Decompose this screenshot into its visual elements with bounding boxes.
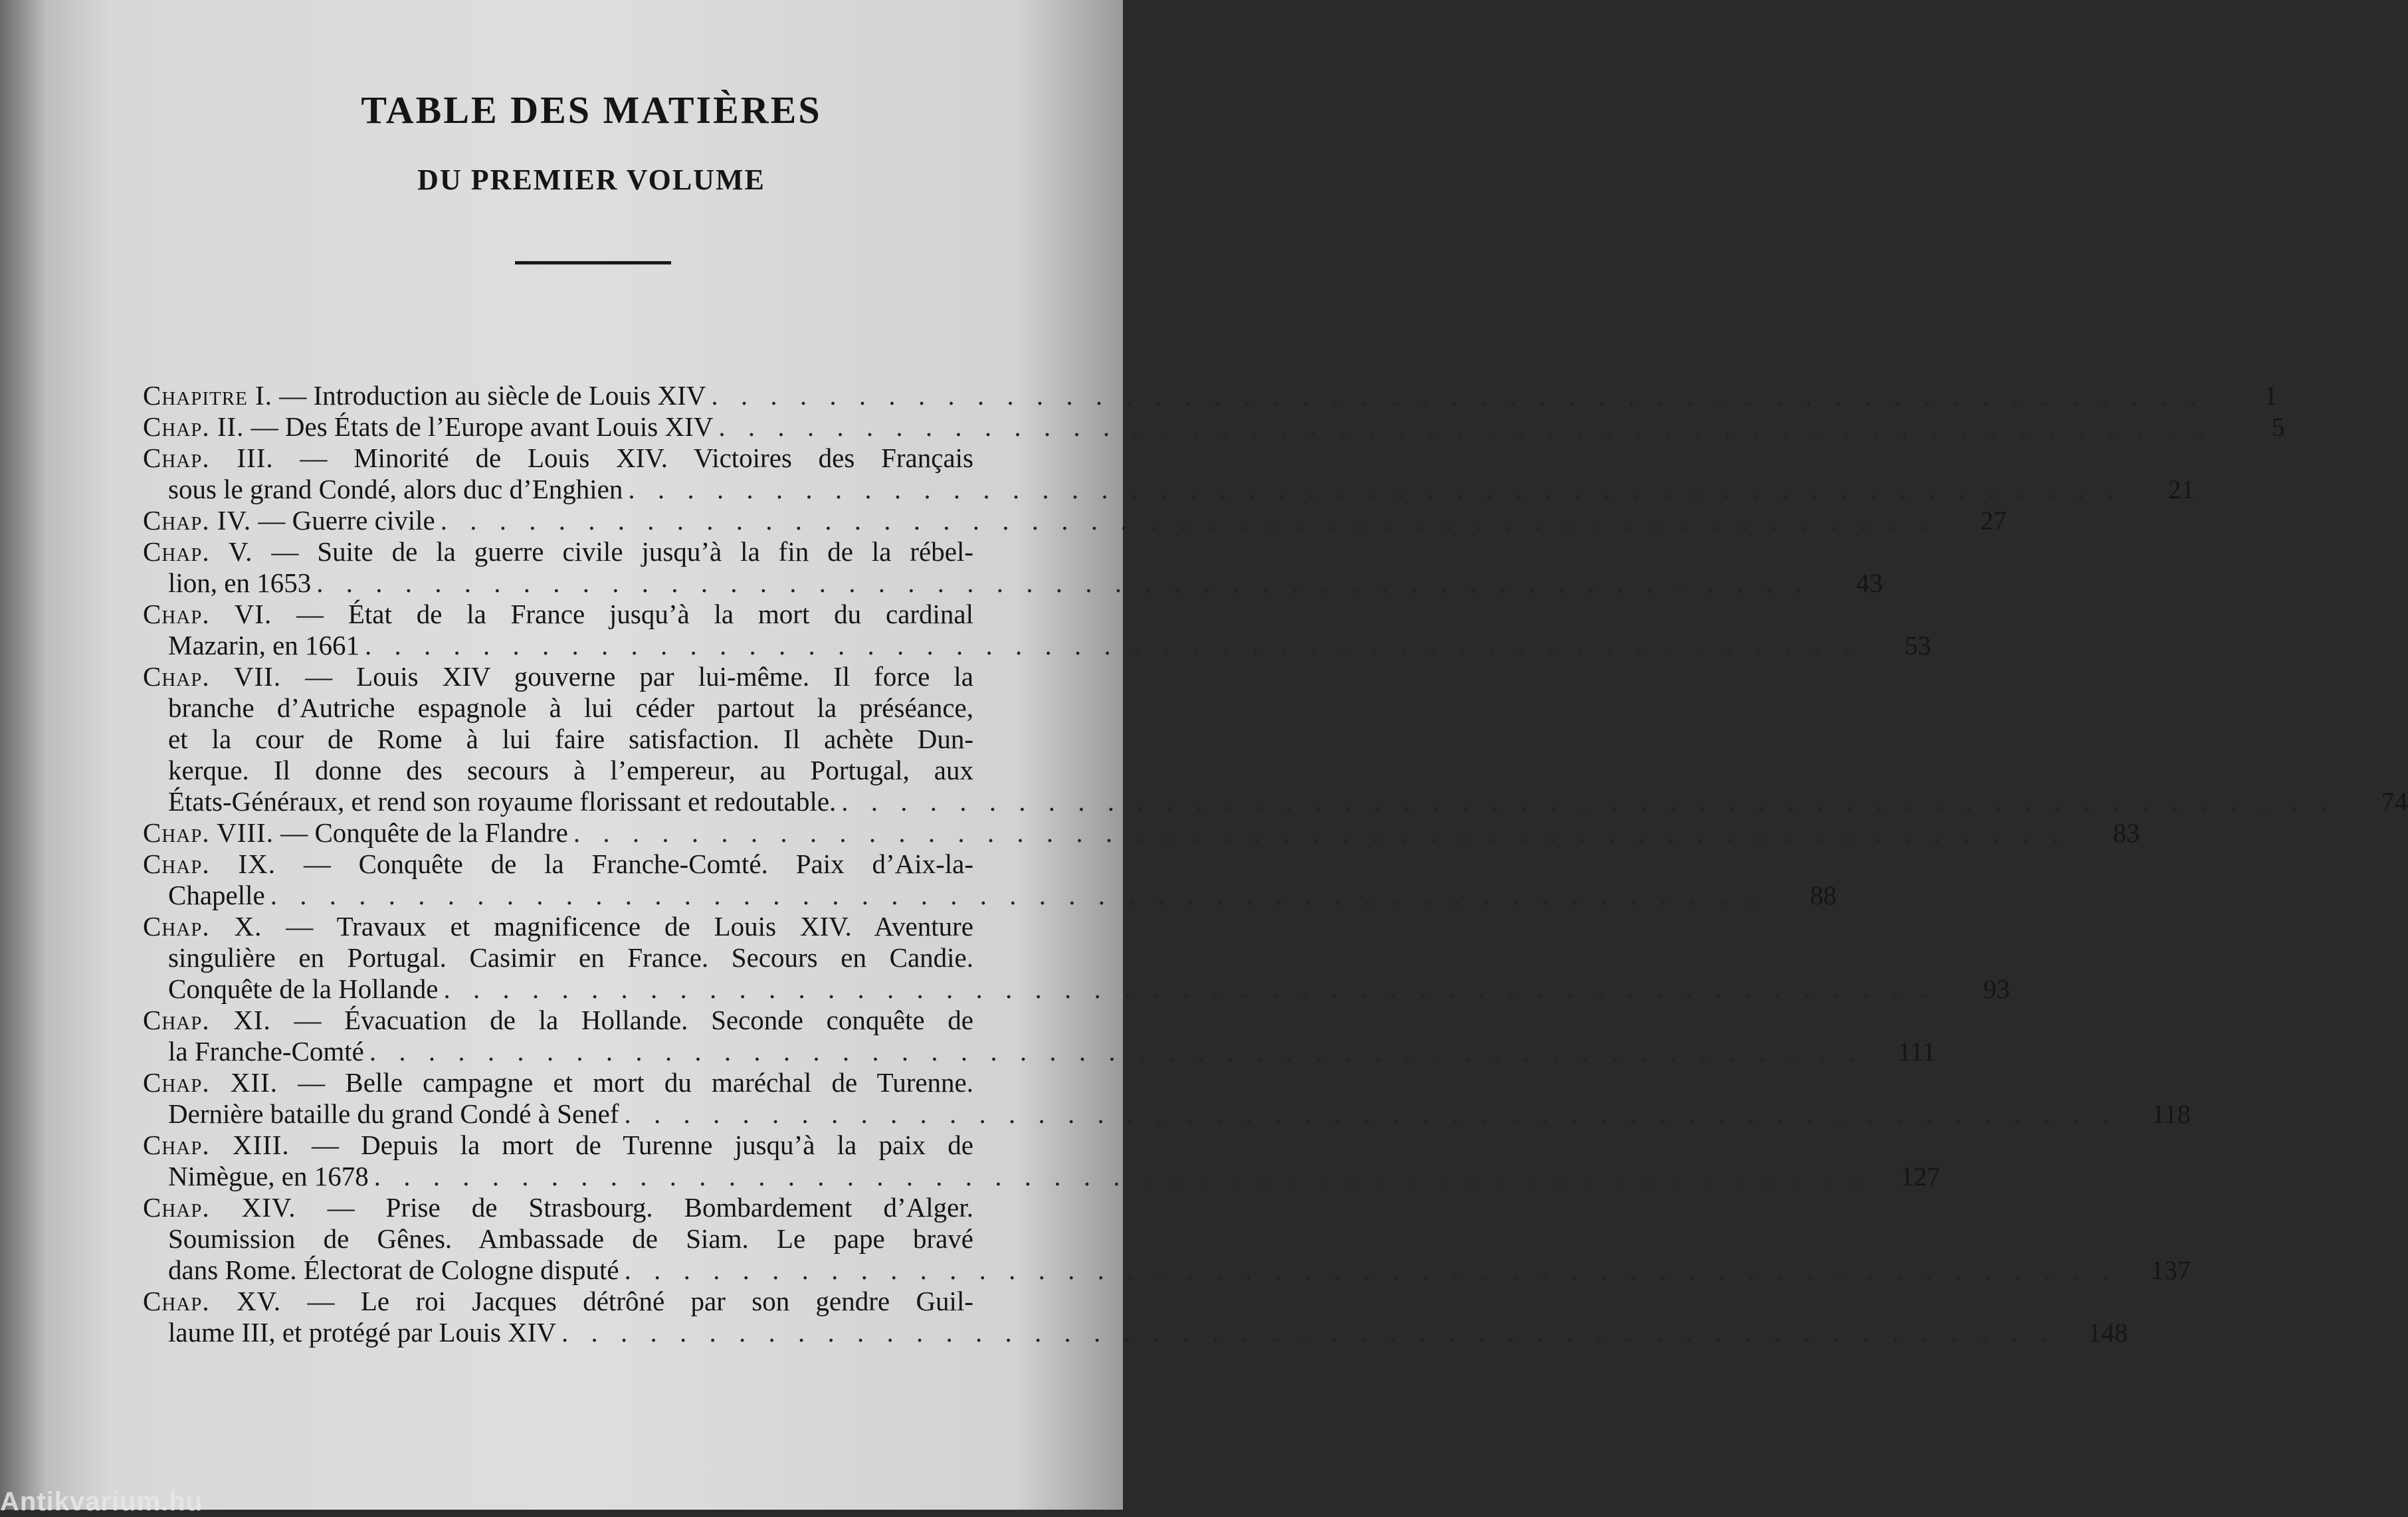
- page-number: 148: [2088, 1318, 2128, 1348]
- chapter-label: Chap. IV.: [143, 505, 252, 536]
- chapter-title-text: dans Rome. Électorat de Cologne disputé: [168, 1255, 619, 1285]
- chapter-title-text: — État de la France jusqu’à la mort du cardinal: [296, 599, 973, 629]
- toc-entry-line: [143, 1130, 1047, 1161]
- dot-leader: . . . . . . . . . . . . . . . . . . . . . . . . . . . . . . . . . . . . . . . . . . . . . . . . . . .: [573, 817, 2067, 848]
- chapter-label: Chap. XV.: [143, 1286, 282, 1316]
- chapter-label: Chap. IX.: [143, 849, 276, 879]
- toc-entry-line: [143, 380, 2278, 411]
- chapter-title-text: — Suite de la guerre civile jusqu’à la fin de la rébel-: [271, 536, 973, 567]
- page-number: 5: [2271, 412, 2285, 442]
- toc-entry-line: [143, 880, 1837, 911]
- chapter-title-text: — Depuis la mort de Turenne jusqu’à la paix de: [311, 1130, 973, 1160]
- dot-leader: . . . . . . . . . . . . . . . . . . . . . . . . . . . . . . . . . . . . . . . . . . . . . . . . . . .: [369, 1036, 1863, 1066]
- toc-entry-line: [143, 1098, 2191, 1130]
- watermark-text: Antikvarium.hu: [0, 1487, 203, 1516]
- toc-entry: [143, 849, 1837, 911]
- toc-entry-line: [143, 443, 1047, 474]
- page-title: TABLE DES MATIÈRES: [361, 88, 822, 132]
- chapter-title-text: laume III, et protégé par Louis XIV: [168, 1317, 557, 1348]
- toc-entry-line: [143, 786, 2408, 817]
- toc-entry: [143, 443, 2195, 505]
- chapter-label: Chap. VII.: [143, 661, 282, 692]
- toc-entry-line: [143, 536, 1047, 567]
- dot-leader: . . . . . . . . . . . . . . . . . . . . . . . . . . . . . . . . . . . . . . . . . . . . . . . . . . .: [711, 380, 2205, 411]
- toc-entry: [143, 1130, 1940, 1192]
- dot-leader: . . . . . . . . . . . . . . . . . . . . . . . . . . . . . . . . . . . . . . . . . . . . . . . . . . .: [365, 630, 1858, 660]
- toc-entry-line: [143, 1255, 2191, 1286]
- chapter-label: Chap. XIII.: [143, 1130, 290, 1160]
- chapter-label: Chap. II.: [143, 411, 245, 442]
- toc-entry-line: [143, 849, 1047, 880]
- chapter-label: Chap. XIV.: [143, 1192, 296, 1223]
- toc-entry-line: [143, 1067, 1047, 1098]
- book-page: [47, 0, 2408, 1510]
- page-number: 88: [1809, 880, 1837, 910]
- chapter-title-text: — Travaux et magnificence de Louis XIV. Aventure: [286, 911, 973, 942]
- page-number: 21: [2167, 474, 2195, 504]
- chapter-title-text: Mazarin, en 1661: [168, 630, 360, 660]
- chapter-title-text: Nimègue, en 1678: [168, 1161, 369, 1191]
- toc-entry-line: [143, 973, 2010, 1005]
- page-number: 93: [1983, 974, 2010, 1004]
- chapter-title-text: — Belle campagne et mort du maréchal de Turenne.: [298, 1067, 974, 1098]
- page-number: 43: [1856, 568, 1883, 598]
- chapter-title-text: — Conquête de la Franche-Comté. Paix d’Aix-la-: [303, 849, 974, 879]
- chapter-title-text: — Louis XIV gouverne par lui-même. Il force la: [305, 661, 974, 692]
- toc-entry-line: [143, 567, 1883, 599]
- toc-entry-line: [143, 661, 1047, 692]
- chapter-label: Chap. X.: [143, 911, 262, 942]
- toc-entry-line: [143, 1317, 2128, 1348]
- chapter-title-text: kerque. Il donne des secours à l’empereur, au Portugal, aux: [168, 755, 973, 785]
- chapter-label: Chap. III.: [143, 443, 274, 473]
- chapter-title-text: branche d’Autriche espagnole à lui céder partout la préséance,: [168, 692, 973, 723]
- page-number: 137: [2150, 1255, 2191, 1285]
- toc-entry-line: [143, 911, 1047, 942]
- page-number: 111: [1898, 1037, 1936, 1066]
- dot-leader: . . . . . . . . . . . . . . . . . . . . . . . . . . . . . . . . . . . . . . . . . . . . . . . . . . .: [440, 505, 1934, 536]
- table-of-contents: [143, 380, 2408, 1348]
- dot-leader: . . . . . . . . . . . . . . . . . . . . . . . . . . . . . . . . . . . . . . . . . . . . . . . . . . .: [628, 474, 2122, 504]
- toc-entry: [143, 911, 2010, 1005]
- chapter-title-text: — Évacuation de la Hollande. Seconde conquête de: [294, 1005, 973, 1035]
- toc-entry: [143, 536, 1883, 599]
- dot-leader: . . . . . . . . . . . . . . . . . . . . . . . . . . . . . . . . . . . . . . . . . . . . . . . . . . .: [373, 1161, 1867, 1191]
- dot-leader: . . . . . . . . . . . . . . . . . . . . . . . . . . . . . . . . . . . . . . . . . . . . . . . . . . .: [624, 1098, 2118, 1129]
- chapter-title-text: Chapelle: [168, 880, 265, 910]
- toc-entry: [143, 599, 1932, 661]
- chapter-title-text: — Conquête de la Flandre: [280, 817, 568, 848]
- page-edge-shadow: [0, 0, 47, 1510]
- toc-entry: [143, 661, 2408, 817]
- page-number: 1: [2264, 381, 2278, 411]
- toc-entry: [143, 1067, 2191, 1130]
- dot-leader: . . . . . . . . . . . . . . . . . . . . . . . . . . . . . . . . . . . . . . . . . . . . . . . . . . .: [718, 411, 2212, 442]
- toc-entry-line: [143, 505, 2007, 536]
- toc-entry-line: [143, 411, 2285, 443]
- page-number: 83: [2113, 818, 2140, 848]
- chapter-title-text: sous le grand Condé, alors duc d’Enghien: [168, 474, 623, 504]
- chapter-title-text: — Le roi Jacques détrôné par son gendre Guil-: [307, 1286, 973, 1316]
- dot-leader: . . . . . . . . . . . . . . . . . . . . . . . . . . . . . . . . . . . . . . . . . . . . . . . . . . .: [624, 1255, 2118, 1285]
- dot-leader: . . . . . . . . . . . . . . . . . . . . . . . . . . . . . . . . . . . . . . . . . . . . . . . . . . .: [443, 973, 1937, 1004]
- toc-entry: [143, 411, 2285, 443]
- chapter-title-text: — Minorité de Louis XIV. Victoires des Français: [300, 443, 974, 473]
- toc-entry-line: [143, 1286, 1047, 1317]
- toc-entry: [143, 1005, 1936, 1067]
- toc-entry-line: [143, 599, 1047, 630]
- toc-entry-line: [143, 755, 1047, 786]
- chapter-title-text: singulière en Portugal. Casimir en France. Secours en Candie.: [168, 942, 973, 973]
- chapter-title-text: — Des États de l’Europe avant Louis XIV: [251, 411, 714, 442]
- toc-entry-line: [143, 1223, 1047, 1255]
- toc-entry: [143, 817, 2140, 849]
- toc-entry-line: [143, 1005, 1047, 1036]
- chapter-title-text: — Guerre civile: [258, 505, 435, 536]
- dot-leader: . . . . . . . . . . . . . . . . . . . . . . . . . . . . . . . . . . . . . . . . . . . . . . . . . . .: [270, 880, 1763, 910]
- chapter-label: Chap. V.: [143, 536, 253, 567]
- toc-entry-line: [143, 692, 1047, 724]
- toc-entry: [143, 505, 2007, 536]
- toc-entry: [143, 1286, 2128, 1348]
- dot-leader: . . . . . . . . . . . . . . . . . . . . . . . . . . . . . . . . . . . . . . . . . . . . . . . . . . .: [316, 567, 1810, 598]
- chapter-title-text: Conquête de la Hollande: [168, 973, 439, 1004]
- chapter-title-text: Soumission de Gênes. Ambassade de Siam. Le pape bravé: [168, 1223, 973, 1254]
- toc-entry-line: [143, 1036, 1936, 1067]
- chapter-label: Chap. VIII.: [143, 817, 274, 848]
- toc-entry-line: [143, 630, 1932, 661]
- chapter-label: Chapitre I.: [143, 380, 272, 411]
- toc-entry-line: [143, 942, 1047, 973]
- chapter-title-text: États-Généraux, et rend son royaume florissant et redoutable.: [168, 786, 837, 817]
- chapter-title-text: — Introduction au siècle de Louis XIV: [279, 380, 706, 411]
- chapter-title-text: la Franche-Comté: [168, 1036, 364, 1066]
- page-number: 118: [2152, 1099, 2191, 1129]
- toc-entry-line: [143, 724, 1047, 755]
- chapter-label: Chap. XI.: [143, 1005, 271, 1035]
- page-number: 27: [1979, 506, 2007, 536]
- title-divider: [515, 261, 671, 264]
- page-number: 74: [2381, 787, 2408, 817]
- chapter-title-text: et la cour de Rome à lui faire satisfaction. Il achète Dun-: [168, 724, 973, 754]
- chapter-label: Chap. XII.: [143, 1067, 278, 1098]
- chapter-title-text: lion, en 1653: [168, 567, 312, 598]
- toc-entry: [143, 380, 2278, 411]
- dot-leader: . . . . . . . . . . . . . . . . . . . . . . . . . . . . . . . . . . . . . . . . . . . . . . . . . . .: [841, 786, 2335, 817]
- dot-leader: . . . . . . . . . . . . . . . . . . . . . . . . . . . . . . . . . . . . . . . . . . . . . . . . . . .: [561, 1317, 2055, 1348]
- page-number: 127: [1900, 1162, 1940, 1191]
- toc-entry-line: [143, 1161, 1940, 1192]
- toc-entry: [143, 1192, 2191, 1286]
- page-number: 53: [1904, 631, 1932, 660]
- chapter-label: Chap. VI.: [143, 599, 272, 629]
- chapter-title-text: — Prise de Strasbourg. Bombardement d’Alger.: [327, 1192, 973, 1223]
- toc-entry-line: [143, 474, 2195, 505]
- page-subtitle: DU PREMIER VOLUME: [417, 163, 765, 196]
- toc-entry-line: [143, 817, 2140, 849]
- chapter-title-text: Dernière bataille du grand Condé à Senef: [168, 1098, 619, 1129]
- toc-entry-line: [143, 1192, 1047, 1223]
